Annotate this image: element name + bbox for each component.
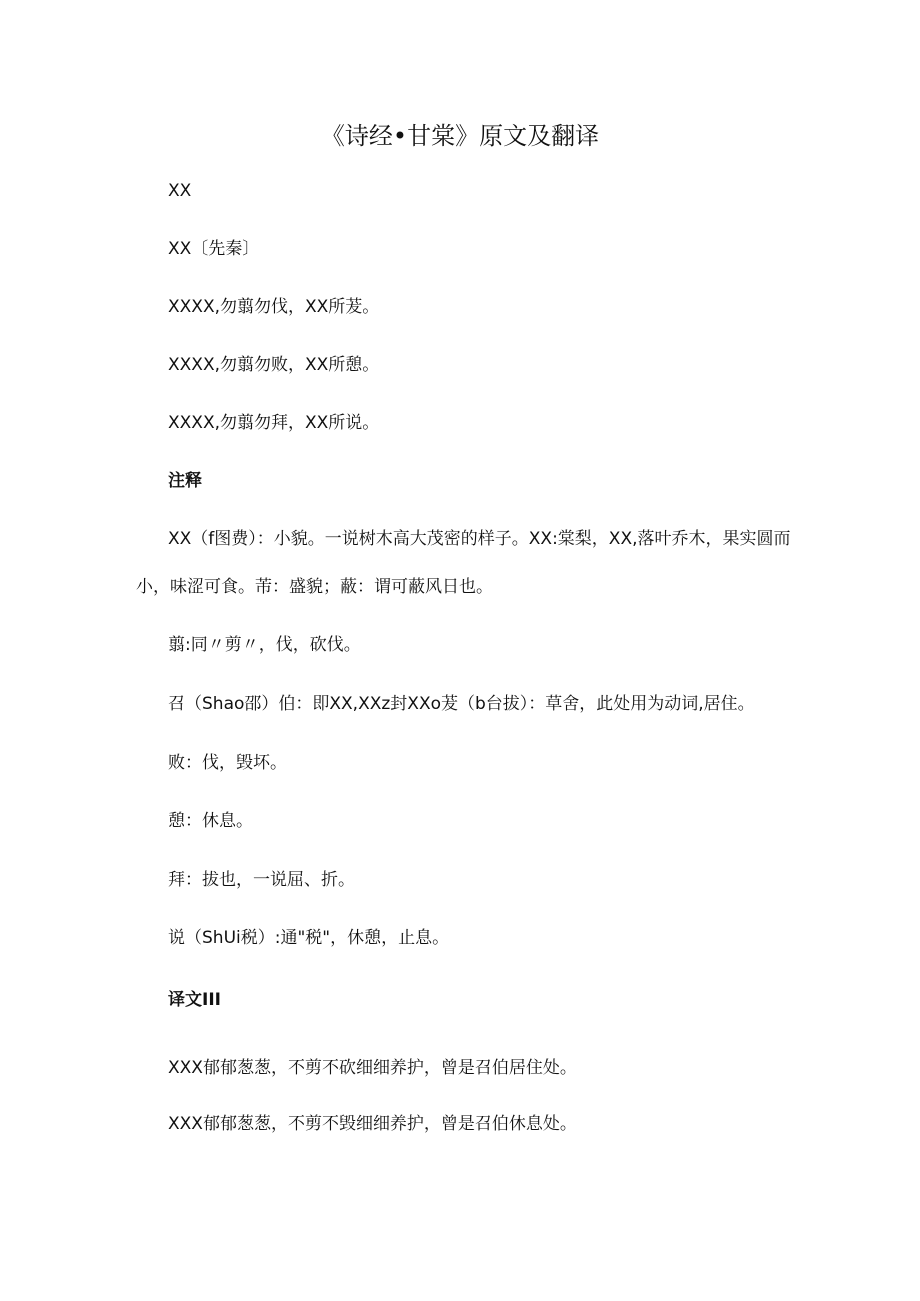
translation-heading: 译文III [168, 990, 221, 1010]
translation-line-1: XXX郁郁葱葱，不剪不砍细细养护，曾是召伯居住处。 [168, 1058, 577, 1078]
translation-line-2: XXX郁郁葱葱，不剪不毁细细养护，曾是召伯休息处。 [168, 1114, 577, 1134]
author-line: XX [168, 181, 192, 201]
note-line-6: 拜：拔也，一说屈、折。 [168, 870, 355, 890]
notes-heading: 注释 [168, 471, 202, 491]
note-line-2: 翦:同〃剪〃，伐，砍伐。 [168, 635, 361, 655]
poem-line-2: XXXX,勿翦勿败，XX所憩。 [168, 355, 380, 375]
note-line-5: 憩：休息。 [168, 811, 253, 831]
note-line-3: 召（Shao邵）伯：即XX,XXz封XXo茇（b台拔）：草舍，此处用为动词,居住。 [168, 694, 755, 714]
note-line-4: 败：伐，毁坏。 [168, 753, 287, 773]
note-line-1-continued: 小，味涩可食。芾：盛貌；蔽：谓可蔽风日也。 [136, 577, 493, 597]
note-line-1: XX（f图费）：小貌。一说树木高大茂密的样子。XX:棠梨，XX,落叶乔木，果实圆而 [168, 529, 791, 549]
poem-line-1: XXXX,勿翦勿伐，XX所茇。 [168, 297, 380, 317]
poem-line-3: XXXX,勿翦勿拜，XX所说。 [168, 413, 380, 433]
dynasty-line: XX〔先秦〕 [168, 239, 260, 259]
note-line-7: 说（ShUi税）:通"税"，休憩，止息。 [168, 928, 450, 948]
document-title: 《诗经•甘棠》原文及翻译 [320, 122, 600, 150]
